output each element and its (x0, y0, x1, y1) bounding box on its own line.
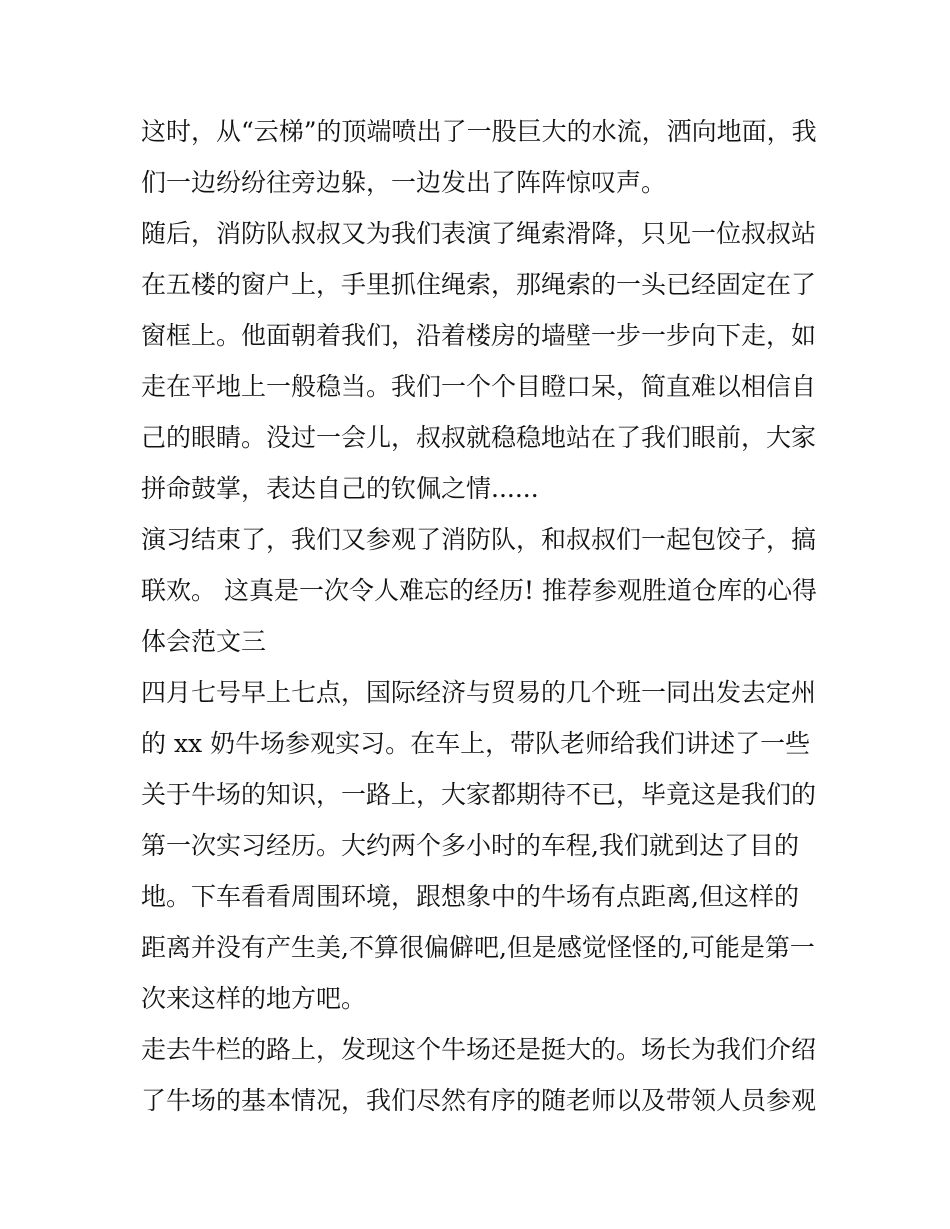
paragraph-drill-end: 演习结束了，我们又参观了消防队，和叔叔们一起包饺子，搞 联欢。 这真是一次令人难忘的经历! 推荐参观胜道仓库的心得 体会范文三 (141, 525, 817, 656)
document-body (141, 106, 821, 1126)
paragraph-rope-descent: 随后，消防队叔叔又为我们表演了绳索滑降，只见一位叔叔站 在五楼的窗户上，手里抓住绳索，那绳索的一头已经固定在了 窗框上。他面朝着我们，沿着楼房的墙壁一步一步向下走，如 走在平地上一般稳当。我们一个个目瞪口呆，简直难以相信自 己的眼睛。没过一会儿，叔叔就稳稳地站在了我们眼前，大家 拼命鼓掌，表达自己的钦佩之情...... (141, 219, 817, 503)
paragraph-dairy-farm-trip: 四月七号早上七点，国际经济与贸易的几个班一同出发去定州 的 xx 奶牛场参观实习。在车上，带队老师给我们讲述了一些 关于牛场的知识，一路上，大家都期待不已，毕竟这是我们的 第一次实习经历。大约两个多小时的车程,我们就到达了目的 地。下车看看周围环境，跟想象中的牛场有点距离,但这样的 距离并没有产生美,不算很偏僻吧,但是感觉怪怪的,可能是第一 次来这样的地方吧。 (141, 678, 817, 1013)
paragraph-farm-tour: 走去牛栏的路上，发现这个牛场还是挺大的。场长为我们介绍 了牛场的基本情况，我们尽然有序的随老师以及带领人员参观 (141, 1035, 817, 1115)
paragraph-fire-water: 这时，从“云梯”的顶端喷出了一股巨大的水流，洒向地面，我 们一边纷纷往旁边躲，一边发出了阵阵惊叹声。 (141, 117, 817, 197)
